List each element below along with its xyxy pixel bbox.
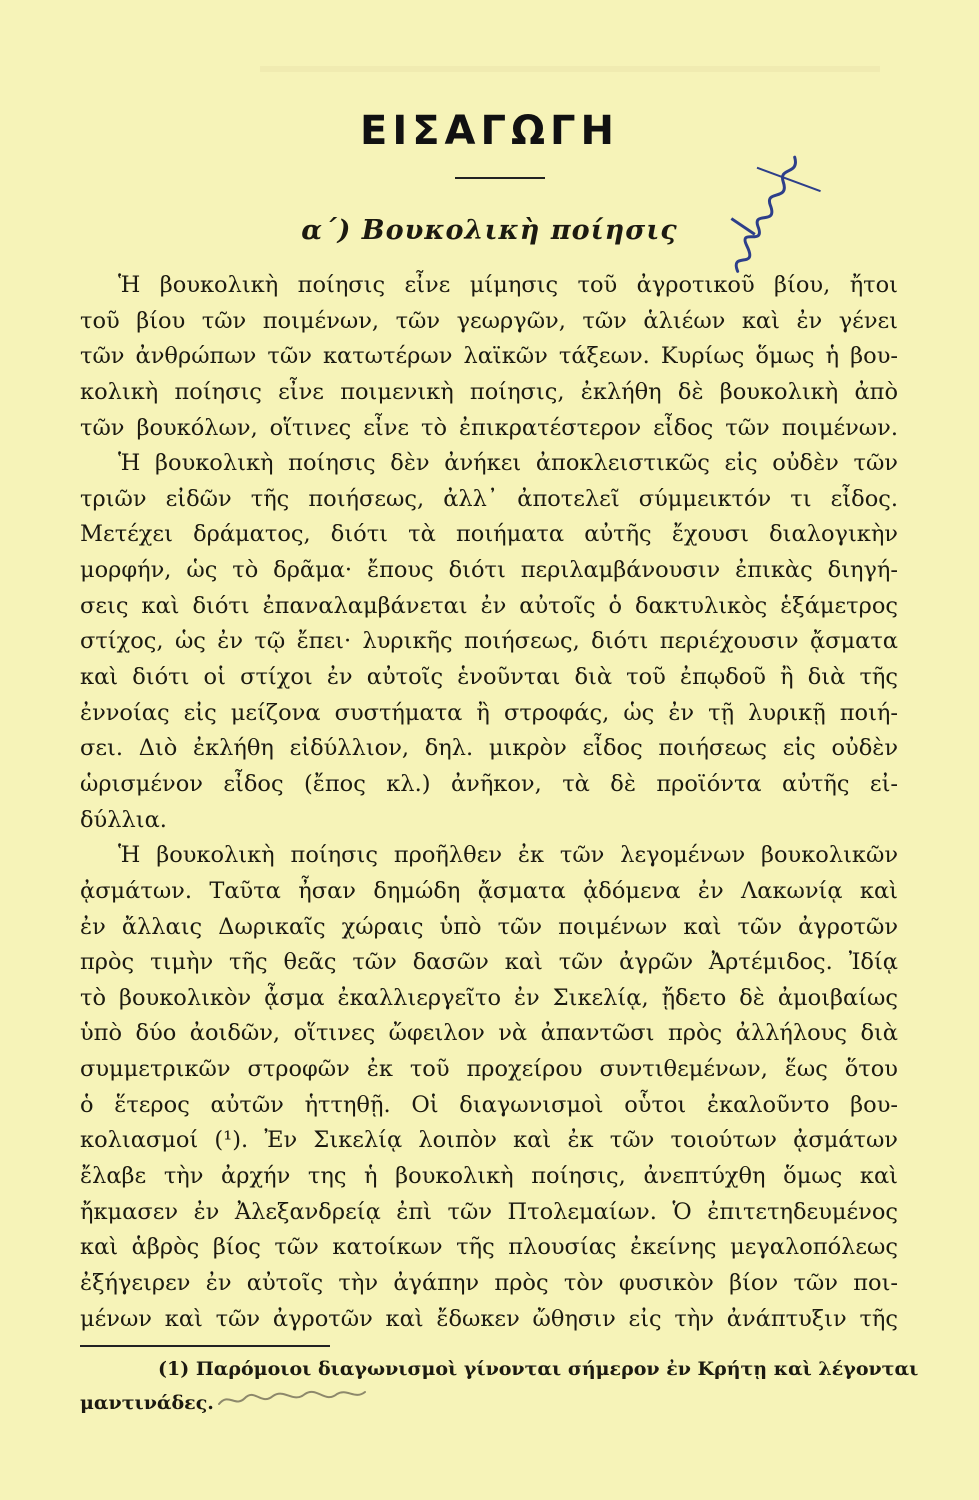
title-divider [455, 177, 545, 179]
text-line: Μετέχει δράματος, διότι τὰ ποιήματα αὐτῆς ἔχουσι διαλογικὴν [80, 521, 898, 548]
text-line: ἐν ἄλλαις Δωρικαῖς χώραις ὑπὸ τῶν ποιμένων καὶ τῶν ἀγροτῶν [80, 913, 898, 940]
text-line: κολικὴ ποίησις εἶνε ποιμενικὴ ποίησις, ἐκλήθη δὲ βουκολικὴ ἀπὸ [80, 378, 898, 405]
footnote-line: (1) Παρόμοιοι διαγωνισμοὶ γίνονται σήμερον ἐν Κρήτῃ καὶ λέγονται [158, 1358, 919, 1380]
footnote-line: μαντινάδες. [80, 1392, 214, 1414]
text-line: ὡρισμένον εἶδος (ἔπος κλ.) ἀνῆκον, τὰ δὲ προϊόντα αὐτῆς εἰ- [80, 770, 898, 797]
bleed-through-text [260, 58, 880, 84]
text-line: τριῶν εἰδῶν τῆς ποιήσεως, ἀλλ᾽ ἀποτελεῖ σύμμεικτόν τι εἶδος. [80, 485, 898, 512]
text-line: Ἡ βουκολικὴ ποίησις προῆλθεν ἐκ τῶν λεγομένων βουκολικῶν [118, 842, 898, 869]
footnote [80, 1352, 919, 1420]
text-line: ἐννοίας εἰς μείζονα συστήματα ἢ στροφάς, ὡς ἐν τῇ λυρικῇ ποιή- [80, 699, 898, 726]
text-line: πρὸς τιμὴν τῆς θεᾶς τῶν δασῶν καὶ τῶν ἀγρῶν Ἀρτέμιδος. Ἰδίᾳ [80, 949, 898, 976]
text-line: τῶν ἀνθρώπων τῶν κατωτέρων λαϊκῶν τάξεων. Κυρίως ὅμως ἡ βου- [80, 343, 898, 370]
text-line: μένων καὶ τῶν ἀγροτῶν καὶ ἔδωκεν ὤθησιν εἰς τὴν ἀνάπτυξιν τῆς [80, 1305, 898, 1332]
bleed-through-shadow [260, 58, 880, 80]
text-line: τῶν βουκόλων, οἵτινες εἶνε τὸ ἐπικρατέστερον εἶδος τῶν ποιμένων. [80, 414, 898, 441]
page-title: ΕΙΣΑΓΩΓΗ [360, 108, 619, 154]
body-text [80, 268, 898, 1337]
text-line: καὶ διότι οἱ στίχοι ἐν αὐτοῖς ἑνοῦνται διὰ τοῦ ἐπῳδοῦ ἢ διὰ τῆς [80, 664, 898, 691]
text-line: δύλλια. [80, 806, 167, 833]
text-line: στίχος, ὡς ἐν τῷ ἔπει· λυρικῆς ποιήσεως, διότι περιέχουσιν ᾄσματα [80, 628, 898, 655]
text-line: ἐξήγειρεν ἐν αὐτοῖς τὴν ἀγάπην πρὸς τὸν φυσικὸν βίον τῶν ποι- [80, 1269, 898, 1296]
footnote-divider [80, 1345, 330, 1347]
text-line: Ἡ βουκολικὴ ποίησις εἶνε μίμησις τοῦ ἀγροτικοῦ βίου, ἤτοι [118, 272, 898, 298]
text-line: συμμετρικῶν στροφῶν ἐκ τοῦ προχείρου συντιθεμένων, ἕως ὅτου [80, 1056, 898, 1083]
text-line: ᾀσμάτων. Ταῦτα ἦσαν δημώδη ᾄσματα ᾀδόμενα ἐν Λακωνίᾳ καὶ [80, 877, 898, 904]
text-line: ὁ ἕτερος αὐτῶν ἡττηθῇ. Οἱ διαγωνισμοὶ οὗτοι ἐκαλοῦντο βου- [80, 1091, 898, 1118]
text-line: ὑπὸ δύο ἀοιδῶν, οἵτινες ὤφειλον νὰ ἀπαντῶσι πρὸς ἀλλήλους διὰ [80, 1020, 898, 1047]
text-line: Ἡ βουκολικὴ ποίησις δὲν ἀνήκει ἀποκλειστικῶς εἰς οὐδὲν τῶν [118, 450, 898, 477]
text-line: τοῦ βίου τῶν ποιμένων, τῶν γεωργῶν, τῶν ἁλιέων καὶ ἐν γένει [80, 307, 898, 334]
text-line: σει. Διὸ ἐκλήθη εἰδύλλιον, δηλ. μικρὸν εἶδος ποιήσεως εἰς οὐδὲν [80, 735, 898, 762]
text-line: τὸ βουκολικὸν ᾆσμα ἐκαλλιεργεῖτο ἐν Σικελίᾳ, ᾔδετο δὲ ἀμοιβαίως [80, 984, 898, 1011]
section-heading: α΄) Βουκολικὴ ποίησις [301, 215, 678, 246]
text-line: ἔλαβε τὴν ἀρχήν της ἡ βουκολικὴ ποίησις, ἀνεπτύχθη ὅμως καὶ [80, 1163, 898, 1190]
text-line: κολιασμοί (¹). Ἐν Σικελίᾳ λοιπὸν καὶ ἐκ τῶν τοιούτων ᾀσμάτων [80, 1127, 898, 1154]
text-line: ἤκμασεν ἐν Ἀλεξανδρείᾳ ἐπὶ τῶν Πτολεμαίων. Ὁ ἐπιτετηδευμένος [80, 1198, 898, 1225]
text-line: σεις καὶ διότι ἐπαναλαμβάνεται ἐν αὐτοῖς ὁ δακτυλικὸς ἑξάμετρος [80, 592, 898, 619]
text-line: μορφήν, ὡς τὸ δρᾶμα· ἔπους διότι περιλαμβάνουσιν ἐπικὰς διηγή- [80, 557, 898, 584]
text-line: καὶ ἁβρὸς βίος τῶν κατοίκων τῆς πλουσίας ἐκείνης μεγαλοπόλεως [80, 1234, 898, 1261]
